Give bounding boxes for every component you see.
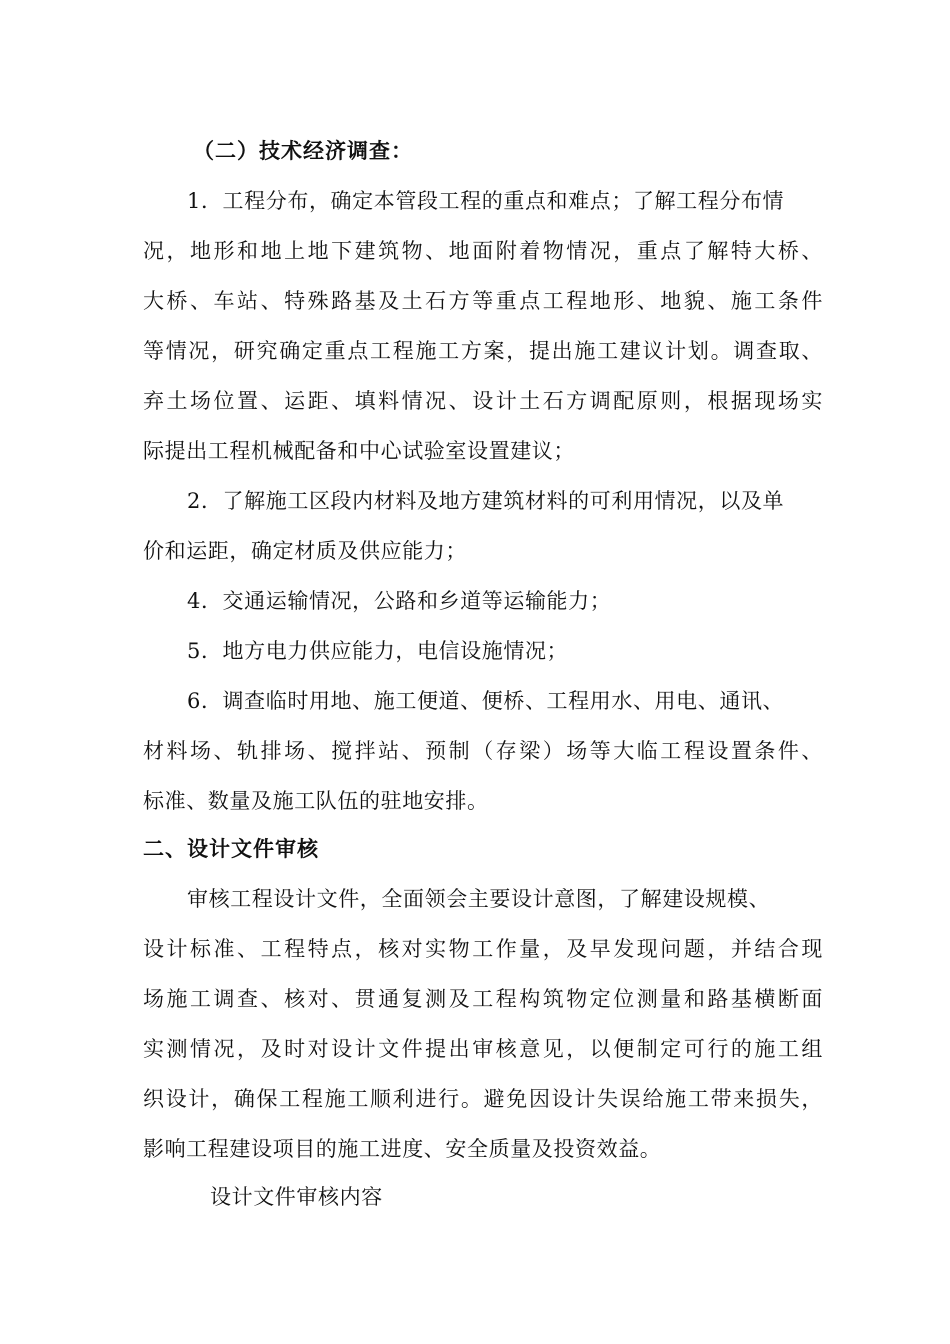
paragraph-line: 审核工程设计文件，全面领会主要设计意图，了解建设规模、 — [187, 887, 771, 911]
paragraph-line: 织设计，确保工程施工顺利进行。避免因设计失误给施工带来损失， — [143, 1087, 823, 1111]
paragraph-line: 等情况，研究确定重点工程施工方案，提出施工建议计划。调查取、 — [143, 339, 823, 363]
paragraph-line: 弃土场位置、运距、填料情况、设计土石方调配原则，根据现场实 — [143, 389, 823, 413]
paragraph-line: 实测情况，及时对设计文件提出审核意见，以便制定可行的施工组 — [143, 1037, 823, 1061]
paragraph-line: 5．地方电力供应能力，电信设施情况； — [187, 639, 569, 663]
paragraph-line: 材料场、轨排场、搅拌站、预制（存梁）场等大临工程设置条件、 — [143, 739, 823, 763]
paragraph-line: 影响工程建设项目的施工进度、安全质量及投资效益。 — [143, 1137, 662, 1161]
section-heading-design-document-review: 二、设计文件审核 — [143, 837, 319, 861]
paragraph-line: 6．调查临时用地、施工便道、便桥、工程用水、用电、通讯、 — [187, 689, 785, 713]
subheading-design-review-content: 设计文件审核内容 — [210, 1185, 383, 1209]
paragraph-line: 际提出工程机械配备和中心试验室设置建议； — [143, 439, 575, 463]
paragraph-line: 大桥、车站、特殊路基及土石方等重点工程地形、地貌、施工条件 — [143, 289, 823, 313]
paragraph-line: 2．了解施工区段内材料及地方建筑材料的可利用情况，以及单 — [187, 489, 785, 513]
paragraph-line: 4．交通运输情况，公路和乡道等运输能力； — [187, 589, 612, 613]
paragraph-line: 价和运距，确定材质及供应能力； — [143, 539, 467, 563]
section-heading-technical-economic-survey: （二）技术经济调查： — [193, 139, 413, 163]
paragraph-line: 标准、数量及施工队伍的驻地安排。 — [143, 789, 489, 813]
paragraph-line: 1．工程分布，确定本管段工程的重点和难点；了解工程分布情 — [187, 189, 785, 213]
paragraph-line: 场施工调查、核对、贯通复测及工程构筑物定位测量和路基横断面 — [143, 987, 823, 1011]
paragraph-line: 况，地形和地上地下建筑物、地面附着物情况，重点了解特大桥、 — [143, 239, 823, 263]
paragraph-line: 设计标准、工程特点，核对实物工作量，及早发现问题，并结合现 — [143, 937, 823, 961]
